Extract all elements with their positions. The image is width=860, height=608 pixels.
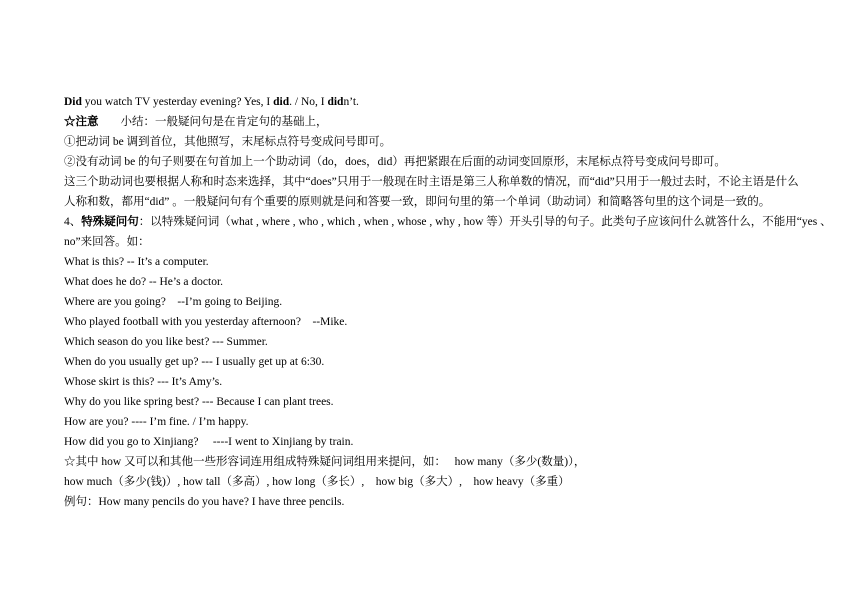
example-line: Why do you like spring best? --- Because I can plant trees. bbox=[64, 396, 334, 408]
example-line: How are you? ---- I’m fine. / I’m happy. bbox=[64, 416, 249, 428]
text-fragment: n’t. bbox=[343, 96, 359, 108]
paragraph-auxiliary-line-2: 人称和数，都用“did” 。一般疑问句有个重要的原则就是问和答要一致，即问句里的第一个单词（助动词）和简略答句里的这个词是一致的。 bbox=[64, 196, 771, 208]
example-sentence-did bbox=[64, 92, 854, 112]
text-fragment: . / No, I bbox=[289, 96, 328, 108]
example-line: How did you go to Xinjiang? ----I went to Xinjiang by train. bbox=[64, 436, 354, 448]
rule-one: ①把动词 be 调到首位，其他照写，末尾标点符号变成问号即可。 bbox=[64, 136, 392, 148]
note-summary: 小结：一般疑问句是在肯定句的基础上， bbox=[120, 116, 328, 128]
special-question-continuation: no”来回答。如： bbox=[64, 236, 150, 248]
example-line: Who played football with you yesterday afternoon? --Mike. bbox=[64, 316, 348, 328]
how-phrases-intro: ☆其中 how 又可以和其他一些形容词连用组成特殊疑问词组用来提问，如： how many（多少(数量)）， bbox=[64, 456, 586, 468]
example-line: Where are you going? --I’m going to Beijing. bbox=[64, 296, 283, 308]
paragraph-auxiliary-line-1: 这三个助动词也要根据人称和时态来选择，其中“does”只用于一般现在时主语是第三人称单数的情况，而“did”只用于一般过去时，不论主语是什么 bbox=[64, 176, 799, 188]
section-title: 特殊疑问句 bbox=[81, 216, 139, 228]
keyword-did: did bbox=[327, 96, 344, 108]
text-fragment: you watch TV yesterday evening? Yes, I bbox=[81, 96, 274, 108]
example-line: What is this? -- It’s a computer. bbox=[64, 256, 209, 268]
section-text: ：以特殊疑问词（what , where , who , which , when , whose , why , how 等）开头引导的句子。此类句子应该问什么就答什么，不能用“yes 、 bbox=[138, 216, 832, 228]
example-line: What does he do? -- He’s a doctor. bbox=[64, 276, 224, 288]
section-number: 4、 bbox=[64, 216, 82, 228]
rule-two: ②没有动词 be 的句子则要在句首加上一个助动词（do，does，did）再把紧跟在后面的动词变回原形，末尾标点符号变成问号即可。 bbox=[64, 156, 726, 168]
example-line: Which season do you like best? --- Summer. bbox=[64, 336, 268, 348]
example-line: Whose skirt is this? --- It’s Amy’s. bbox=[64, 376, 223, 388]
keyword-did: Did bbox=[64, 96, 82, 108]
how-example-sentence: 例句：How many pencils do you have? I have three pencils. bbox=[64, 496, 345, 508]
document-body bbox=[64, 92, 854, 512]
example-line: When do you usually get up? --- I usually get up at 6:30. bbox=[64, 356, 325, 368]
keyword-did: did bbox=[273, 96, 290, 108]
note-line bbox=[64, 112, 854, 132]
how-phrases-list: how much（多少(钱)）, how tall（多高）, how long（多长）, how big（多大）, how heavy（多重） bbox=[64, 476, 570, 488]
note-heading: ☆注意 bbox=[64, 116, 99, 128]
special-question-heading bbox=[64, 212, 854, 232]
